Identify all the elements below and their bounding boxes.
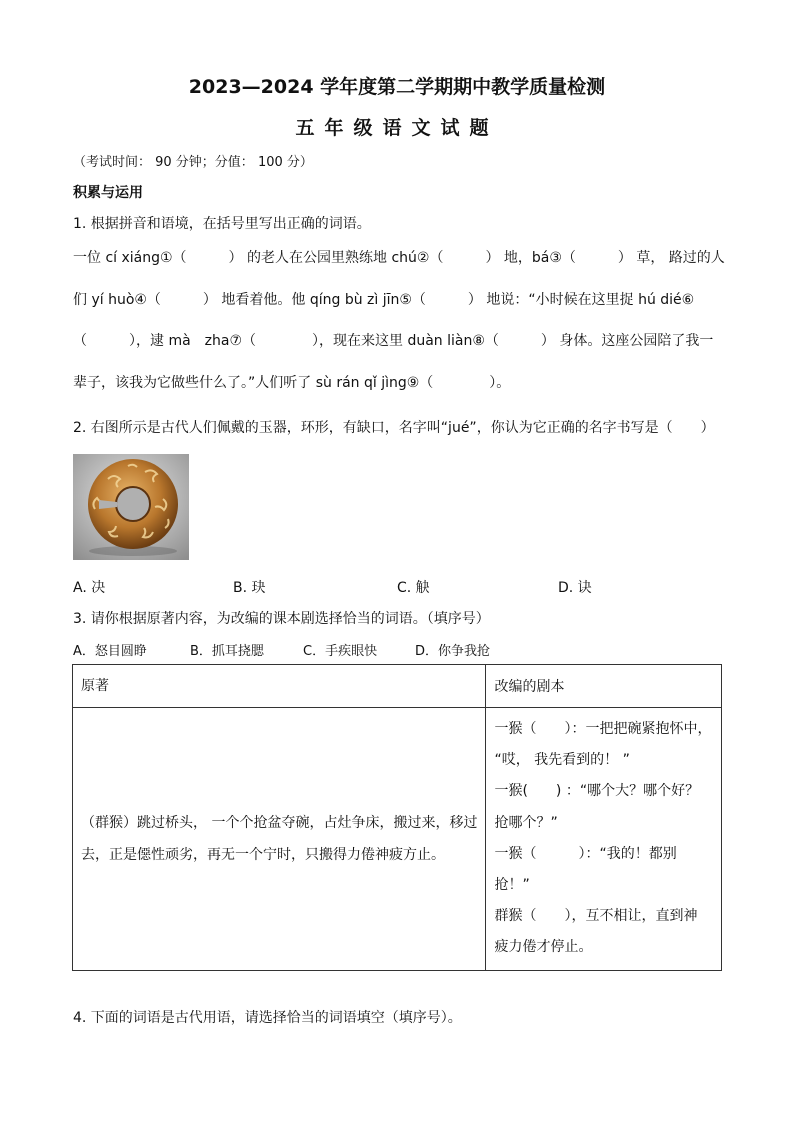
q3-option-c: C．手疾眼快 <box>303 644 378 659</box>
q2-option-d: D. 诀 <box>558 580 592 596</box>
q1-paragraph <box>73 238 723 404</box>
table-header-original: 原著 <box>73 665 486 708</box>
script-line: 一猴( ) ：“哪个大？哪个好？ <box>494 783 700 800</box>
original-text-cell <box>73 708 486 971</box>
q3-stem: 3. 请你根据原著内容，为改编的课本剧选择恰当的词语。（填序号） <box>73 611 490 627</box>
q1-stem: 1. 根据拼音和语境，在括号里写出正确的词语。 <box>73 216 371 232</box>
q3-option-b: B．抓耳挠腮 <box>190 644 264 659</box>
script-text-cell <box>486 708 722 971</box>
script-line: “哎， 我先看到的！ ” <box>494 752 630 769</box>
jade-ring-illustration <box>73 454 189 560</box>
script-line: 疲力倦才停止。 <box>494 939 593 956</box>
script-line: 群猴（ ），互不相让，直到神 <box>494 908 698 925</box>
q3-table <box>72 664 722 971</box>
q2-stem: 2. 右图所示是古代人们佩戴的玉器，环形，有缺口，名字叫“jué”，你认为它正确的名字书写是（ ） <box>73 420 715 436</box>
table-header-script: 改编的剧本 <box>486 665 722 708</box>
page-title: 2023—2024 学年度第二学期期中教学质量检测 <box>188 76 606 98</box>
q2-option-c: C. 觖 <box>397 580 430 596</box>
original-line: 去，正是僫性顽劣，再无一个宁时，只搬得力倦神疲方止。 <box>81 846 445 863</box>
jade-jue-image <box>73 454 189 560</box>
q1-line: 们 yí huò④（ ） 地看着他。他 qíng bù zì jīn⑤（ ） 地说：“小时候在这里捉 hú dié⑥ <box>73 291 695 308</box>
q2-option-a: A. 决 <box>73 580 106 596</box>
q3-option-a: A．怒目圆睁 <box>73 644 147 659</box>
q2-option-b: B. 玦 <box>233 580 266 596</box>
q1-line: 辈子，该我为它做些什么了。”人们听了 sù rán qǐ jìng⑨（ ）。 <box>73 374 511 391</box>
original-line: （群猴）跳过桥头， 一个个抢盆夺碗，占灶争床，搬过来，移过 <box>81 814 478 831</box>
q1-line: （ ），逮 mà zha⑦（ ），现在来这里 duàn liàn⑧（ ） 身体。这座公园陪了我一 <box>73 333 714 349</box>
q3-option-d: D．你争我抢 <box>415 644 491 659</box>
page-subtitle: 五年级语文试题 <box>295 117 499 139</box>
section-title: 积累与运用 <box>73 185 143 201</box>
script-line: 一猴（ ）：一把把碗紧抱怀中， <box>494 721 712 737</box>
exam-meta: （考试时间： 90 分钟；分值： 100 分） <box>73 155 313 170</box>
table-row <box>73 708 722 971</box>
script-line: 抢！” <box>494 877 530 894</box>
script-line: 一猴（ ）：“我的！都别 <box>494 845 677 862</box>
table-header-row <box>73 665 722 708</box>
q1-line: 一位 cí xiáng①（ ） 的老人在公园里熟练地 chú②（ ） 地，bá③（ ） 草， 路过的人 <box>73 250 725 266</box>
q4-stem: 4. 下面的词语是古代用语，请选择恰当的词语填空（填序号）。 <box>73 1010 462 1026</box>
script-line: 抢哪个？” <box>494 814 558 831</box>
